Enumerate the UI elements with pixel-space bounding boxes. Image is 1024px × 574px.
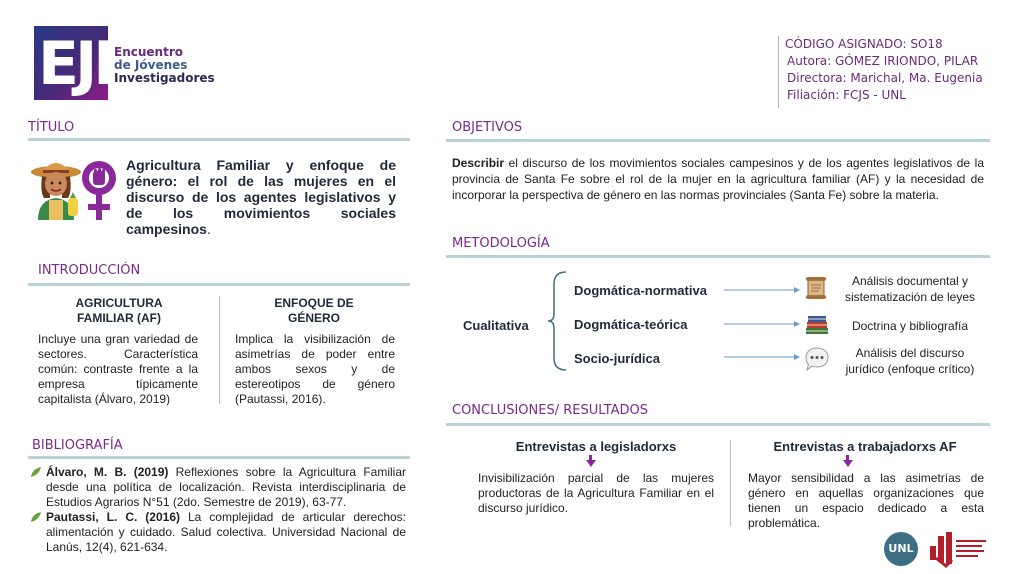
bibliografia-rule <box>28 456 410 459</box>
objetivos-rule <box>446 139 990 142</box>
logo-line-3: Investigadores <box>114 71 215 85</box>
introduccion-heading: INTRODUCCIÓN <box>38 263 141 278</box>
poster-title-period: . <box>206 221 211 237</box>
method-bracket <box>548 270 568 372</box>
conclusiones-rule <box>446 423 990 426</box>
female-symbol-fist-icon <box>78 160 120 222</box>
conclusion-col1-heading: Entrevistas a legisladorxs <box>515 439 677 454</box>
bibliography-list <box>30 465 406 555</box>
objetivos-heading: OBJETIVOS <box>452 120 523 135</box>
bibliografia-heading: BIBLIOGRAFÍA <box>32 438 123 453</box>
conclusion-col2-heading: Entrevistas a trabajadorxs AF <box>773 439 957 454</box>
affiliation: Filiación: FCJS - UNL <box>787 88 906 102</box>
conclusiones-heading: CONCLUSIONES/ RESULTADOS <box>452 403 649 418</box>
university-federation-logo <box>930 530 990 568</box>
metodologia-rule <box>446 255 990 258</box>
method-item-socio-juridica: Socio-jurídica <box>574 351 660 366</box>
titulo-heading: TÍTULO <box>28 120 75 135</box>
logo-line-1: Encuentro <box>114 45 183 59</box>
intro-col2-heading: ENFOQUE DE GÉNERO <box>274 296 354 325</box>
poster-title-text: Agricultura Familiar y enfoque de género: el rol de las mujeres en el discurso de los agentes legislativos y de los movimientos sociales campesinos <box>126 157 396 237</box>
method-qualitative: Cualitativa <box>463 318 529 333</box>
method-item-normativa: Dogmática-normativa <box>574 283 707 298</box>
logo-line-2: de Jóvenes <box>114 58 188 72</box>
down-arrow-icon <box>586 460 596 467</box>
bibliography-item <box>30 465 406 510</box>
assigned-code: CÓDIGO ASIGNADO: SO18 <box>785 37 943 51</box>
bib-reference: La complejidad de articular derechos: alimentación y cuidado. Salud colectiva. Universidad Nacional de Lanús, 12(4), 621-634. <box>46 510 407 554</box>
author: Autora: GÓMEZ IRIONDO, PILAR <box>787 54 979 68</box>
books-icon <box>804 314 830 336</box>
logo-text <box>114 46 215 85</box>
eji-logo <box>34 26 112 100</box>
author-info <box>778 36 998 108</box>
conclusion-col1-body: Invisibilización parcial de las mujeres productoras de la Agricultura Familiar en el discurso jurídico. <box>478 471 714 515</box>
intro-col1-heading: AGRICULTURA FAMILIAR (AF) <box>75 296 163 325</box>
down-arrow-icon <box>843 460 853 467</box>
bib-author: Álvaro, M. B. (2019) <box>46 465 169 479</box>
intro-col1-body: Incluye una gran variedad de sectores. Característica común: contraste frente a la empresa típicamente capitalista (Álvaro, 2019) <box>38 332 198 406</box>
conclusion-col2-body: Mayor sensibilidad a las asimetrías de género en aquellas organizaciones que tienen un espacio dedicado a esta problemática. <box>748 471 984 530</box>
leaf-bullet-icon <box>30 511 42 523</box>
method-result-socio-juridica: Análisis del discurso jurídico (enfoque crítico) <box>845 346 975 376</box>
speech-bubble-icon <box>804 346 830 372</box>
introduccion-rule <box>28 283 410 286</box>
bib-author: Pautassi, L. C. (2016) <box>46 510 180 524</box>
objetivos-text <box>452 155 984 203</box>
objetivos-body: el discurso de los movimientos sociales campesinos y de los agentes legislativos de la provincia de Santa Fe sobre el rol de la mujer en la agricultura familiar (AF) y la necesidad de incorporar la perspectiva de género en las normas provinciales (Santa Fe) sobre la materia. <box>452 156 984 202</box>
intro-col2-body: Implica la visibilización de asimetrías de poder entre ambos sexos y de estereotipos de género (Pautassi, 2016). <box>235 332 395 406</box>
conclusion-divider <box>730 440 731 526</box>
unl-logo: UNL <box>884 532 918 566</box>
scroll-icon <box>804 276 828 300</box>
intro-divider <box>219 296 220 404</box>
titulo-rule <box>28 138 410 141</box>
director: Directora: Marichal, Ma. Eugenia <box>787 71 983 85</box>
bibliography-item <box>30 510 406 555</box>
objetivos-lead: Describir <box>452 156 505 170</box>
method-item-teorica: Dogmática-teórica <box>574 317 688 332</box>
bib-reference: Reflexiones sobre la Agricultura Familiar desde una política de localización. Revista interdisciplinaria de Estudios Agrarios N°51 (2do. Semestre de 2019), 63-77. <box>46 465 406 509</box>
method-result-teorica: Doctrina y bibliografía <box>851 319 969 333</box>
poster-title <box>126 157 396 237</box>
method-result-normativa: Análisis documental y sistematización de leyes <box>844 274 976 304</box>
leaf-bullet-icon <box>30 466 42 478</box>
metodologia-heading: METODOLOGÍA <box>452 236 550 251</box>
eji-logo-letters: EJI <box>38 29 112 99</box>
method-arrows <box>724 284 800 364</box>
woman-farmer-icon <box>30 158 82 220</box>
